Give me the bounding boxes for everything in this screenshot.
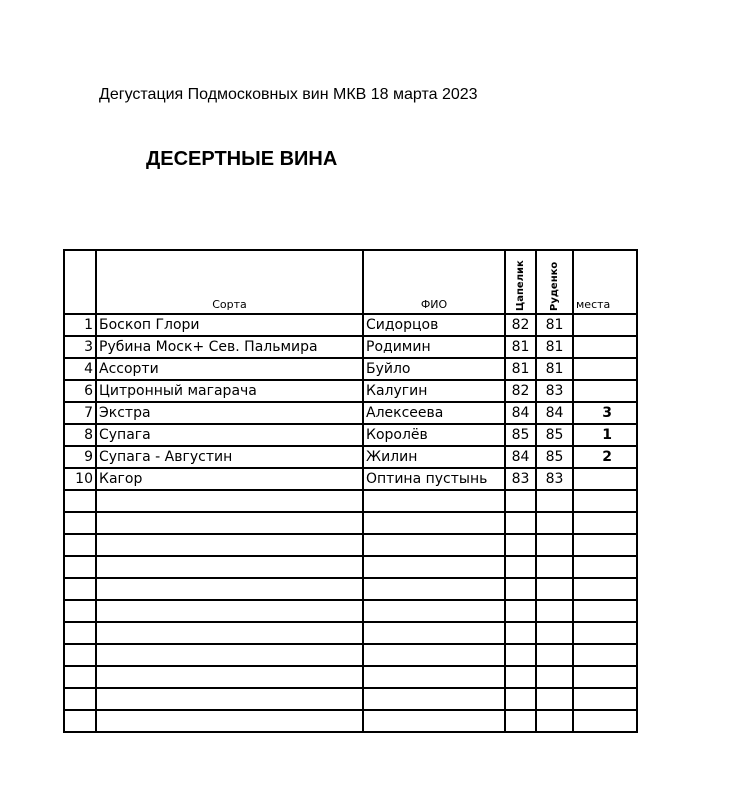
- header-number: [64, 250, 96, 314]
- empty-cell-judge1: [505, 622, 536, 644]
- empty-cell-variety: [96, 644, 363, 666]
- empty-table-row: [64, 600, 637, 622]
- table-row: [64, 314, 637, 336]
- table-row: [64, 446, 637, 468]
- empty-cell-judge1: [505, 578, 536, 600]
- table-row: [64, 402, 637, 424]
- cell-place: [573, 468, 637, 490]
- empty-cell-num: [64, 622, 96, 644]
- empty-cell-judge2: [536, 710, 573, 732]
- empty-cell-place: [573, 490, 637, 512]
- cell-num: 4: [64, 358, 96, 380]
- document-title: Дегустация Подмосковных вин МКВ 18 марта 2023: [99, 86, 478, 103]
- cell-name: Сидорцов: [363, 314, 505, 336]
- cell-judge1: 84: [505, 402, 536, 424]
- cell-place: [573, 358, 637, 380]
- empty-cell-num: [64, 710, 96, 732]
- empty-cell-num: [64, 556, 96, 578]
- empty-table-row: [64, 688, 637, 710]
- header-judge2-label: Руденко: [549, 261, 560, 311]
- cell-num: 7: [64, 402, 96, 424]
- empty-cell-num: [64, 644, 96, 666]
- empty-cell-place: [573, 644, 637, 666]
- cell-name: Оптина пустынь: [363, 468, 505, 490]
- empty-cell-judge1: [505, 710, 536, 732]
- empty-cell-name: [363, 556, 505, 578]
- empty-cell-num: [64, 666, 96, 688]
- empty-cell-place: [573, 534, 637, 556]
- cell-num: 1: [64, 314, 96, 336]
- table-row: [64, 336, 637, 358]
- empty-table-row: [64, 534, 637, 556]
- table-row: [64, 424, 637, 446]
- empty-table-row: [64, 622, 637, 644]
- cell-judge1: 84: [505, 446, 536, 468]
- tasting-results-table: [63, 249, 638, 733]
- cell-variety: Боскоп Глори: [96, 314, 363, 336]
- cell-place: [573, 380, 637, 402]
- empty-table-row: [64, 666, 637, 688]
- empty-cell-judge2: [536, 512, 573, 534]
- empty-cell-variety: [96, 490, 363, 512]
- empty-cell-variety: [96, 534, 363, 556]
- cell-num: 9: [64, 446, 96, 468]
- cell-variety: Рубина Моск+ Сев. Пальмира: [96, 336, 363, 358]
- header-judge1: [505, 250, 536, 314]
- empty-cell-num: [64, 534, 96, 556]
- cell-judge2: 81: [536, 358, 573, 380]
- empty-cell-name: [363, 512, 505, 534]
- empty-cell-num: [64, 578, 96, 600]
- empty-table-row: [64, 512, 637, 534]
- empty-cell-name: [363, 666, 505, 688]
- empty-cell-judge2: [536, 534, 573, 556]
- empty-table-row: [64, 556, 637, 578]
- cell-place: 3: [573, 402, 637, 424]
- empty-cell-variety: [96, 512, 363, 534]
- empty-cell-place: [573, 512, 637, 534]
- empty-cell-variety: [96, 710, 363, 732]
- cell-judge1: 85: [505, 424, 536, 446]
- cell-place: [573, 336, 637, 358]
- empty-cell-place: [573, 578, 637, 600]
- empty-cell-judge2: [536, 622, 573, 644]
- empty-cell-judge2: [536, 578, 573, 600]
- empty-cell-place: [573, 556, 637, 578]
- empty-cell-judge2: [536, 644, 573, 666]
- cell-name: Родимин: [363, 336, 505, 358]
- cell-judge2: 83: [536, 380, 573, 402]
- empty-cell-judge1: [505, 556, 536, 578]
- cell-place: [573, 314, 637, 336]
- header-judge2: [536, 250, 573, 314]
- empty-cell-num: [64, 490, 96, 512]
- cell-judge1: 82: [505, 380, 536, 402]
- table-row: [64, 358, 637, 380]
- cell-name: Жилин: [363, 446, 505, 468]
- empty-cell-judge1: [505, 688, 536, 710]
- header-variety: Сорта: [96, 250, 363, 314]
- cell-place: 1: [573, 424, 637, 446]
- empty-cell-variety: [96, 556, 363, 578]
- cell-variety: Супага - Августин: [96, 446, 363, 468]
- empty-cell-judge1: [505, 644, 536, 666]
- empty-cell-name: [363, 622, 505, 644]
- empty-cell-variety: [96, 578, 363, 600]
- cell-judge1: 82: [505, 314, 536, 336]
- empty-table-row: [64, 710, 637, 732]
- empty-cell-place: [573, 600, 637, 622]
- empty-cell-variety: [96, 600, 363, 622]
- cell-num: 3: [64, 336, 96, 358]
- cell-name: Алексеева: [363, 402, 505, 424]
- cell-name: Калугин: [363, 380, 505, 402]
- cell-judge1: 81: [505, 358, 536, 380]
- empty-cell-judge2: [536, 666, 573, 688]
- header-name: ФИО: [363, 250, 505, 314]
- cell-name: Буйло: [363, 358, 505, 380]
- cell-judge2: 83: [536, 468, 573, 490]
- empty-cell-place: [573, 710, 637, 732]
- cell-name: Королёв: [363, 424, 505, 446]
- cell-variety: Ассорти: [96, 358, 363, 380]
- cell-variety: Кагор: [96, 468, 363, 490]
- cell-judge2: 81: [536, 314, 573, 336]
- empty-cell-place: [573, 622, 637, 644]
- empty-cell-variety: [96, 622, 363, 644]
- empty-cell-judge2: [536, 600, 573, 622]
- cell-variety: Супага: [96, 424, 363, 446]
- cell-judge2: 84: [536, 402, 573, 424]
- cell-judge2: 81: [536, 336, 573, 358]
- header-place: места: [573, 250, 637, 314]
- empty-cell-judge1: [505, 600, 536, 622]
- header-judge1-label: Цапелик: [515, 260, 526, 311]
- cell-judge1: 81: [505, 336, 536, 358]
- empty-table-row: [64, 490, 637, 512]
- table-row: [64, 468, 637, 490]
- cell-num: 10: [64, 468, 96, 490]
- empty-cell-judge1: [505, 490, 536, 512]
- cell-variety: Цитронный магарача: [96, 380, 363, 402]
- table-header-row: [64, 250, 637, 314]
- empty-cell-name: [363, 710, 505, 732]
- empty-cell-variety: [96, 688, 363, 710]
- empty-cell-name: [363, 578, 505, 600]
- empty-table-row: [64, 644, 637, 666]
- empty-cell-judge1: [505, 512, 536, 534]
- empty-cell-num: [64, 600, 96, 622]
- empty-cell-judge2: [536, 688, 573, 710]
- cell-judge2: 85: [536, 446, 573, 468]
- section-heading: ДЕСЕРТНЫЕ ВИНА: [146, 148, 338, 170]
- empty-cell-name: [363, 688, 505, 710]
- cell-place: 2: [573, 446, 637, 468]
- empty-cell-name: [363, 490, 505, 512]
- empty-cell-num: [64, 688, 96, 710]
- empty-cell-variety: [96, 666, 363, 688]
- empty-cell-name: [363, 534, 505, 556]
- empty-cell-judge2: [536, 490, 573, 512]
- cell-variety: Экстра: [96, 402, 363, 424]
- cell-num: 8: [64, 424, 96, 446]
- empty-cell-name: [363, 644, 505, 666]
- empty-cell-place: [573, 688, 637, 710]
- cell-judge1: 83: [505, 468, 536, 490]
- empty-table-row: [64, 578, 637, 600]
- empty-cell-judge2: [536, 556, 573, 578]
- cell-num: 6: [64, 380, 96, 402]
- table-row: [64, 380, 637, 402]
- empty-cell-place: [573, 666, 637, 688]
- empty-cell-judge1: [505, 534, 536, 556]
- empty-cell-judge1: [505, 666, 536, 688]
- empty-cell-num: [64, 512, 96, 534]
- cell-judge2: 85: [536, 424, 573, 446]
- empty-cell-name: [363, 600, 505, 622]
